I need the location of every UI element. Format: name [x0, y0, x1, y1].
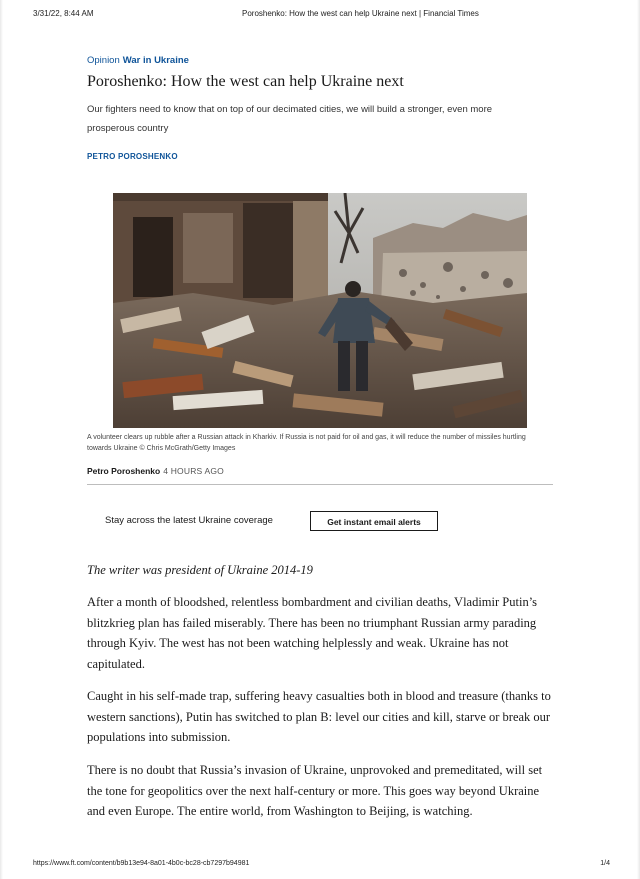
print-footer [33, 860, 610, 872]
article-photo [113, 193, 527, 428]
headline: Poroshenko: How the west can help Ukraine next [87, 73, 404, 90]
author-link[interactable]: PETRO POROSHENKO [87, 152, 178, 161]
print-header [33, 9, 600, 21]
writer-note: The writer was president of Ukraine 2014-19 [87, 563, 313, 577]
body-paragraph: Caught in his self-made trap, suffering heavy casualties both in blood and treasure (thanks to western sanctions), Putin has switched to plan B: level our cities and kill, starve or break our populations into submission. [87, 689, 551, 744]
topic-war-in-ukraine-link[interactable]: War in Ukraine [122, 55, 189, 66]
topic-opinion-link[interactable]: Opinion [87, 55, 120, 66]
photo-caption: A volunteer clears up rubble after a Russian attack in Kharkiv. If Russia is not paid for oil and gas, it will reduce the number of missiles hurtling towards Ukraine © Chris McGrath/Getty Images [87, 434, 526, 452]
print-date: 3/31/22, 8:44 AM [33, 9, 94, 18]
body-paragraph: There is no doubt that Russia’s invasion of Ukraine, unprovoked and premeditated, will set the tone for geopolitics over the next half-century or more. This goes way beyond Ukraine and even Europe. The entire world, from Washington to Beijing, is watching. [87, 763, 543, 818]
print-page-number: 1/4 [600, 860, 610, 867]
print-page-title: Poroshenko: How the west can help Ukraine next | Financial Times [242, 9, 479, 18]
byline-author-link[interactable]: Petro Poroshenko [87, 466, 161, 476]
divider [87, 484, 553, 485]
topic-row [87, 55, 189, 66]
standfirst: Our fighters need to know that on top of our decimated cities, we will build a stronger, even more prosperous country [87, 104, 493, 134]
promo-text: Stay across the latest Ukraine coverage [105, 515, 273, 526]
print-url: https://www.ft.com/content/b9b13e94-8a01-4b0c-bc28-cb7297b94981 [33, 860, 250, 867]
email-alerts-button[interactable]: Get instant email alerts [310, 511, 438, 531]
rubble-photo [113, 193, 527, 428]
byline [87, 466, 224, 476]
body-paragraph: After a month of bloodshed, relentless bombardment and civilian deaths, Vladimir Putin’s blitzkrieg plan has failed miserably. There has been no triumphant Russian army parading through Kyiv. The west has not been watching helplessly and weak. Ukraine has not capitulated. [87, 595, 538, 671]
page-edge [0, 0, 3, 879]
publish-time: 4 HOURS AGO [163, 466, 224, 476]
